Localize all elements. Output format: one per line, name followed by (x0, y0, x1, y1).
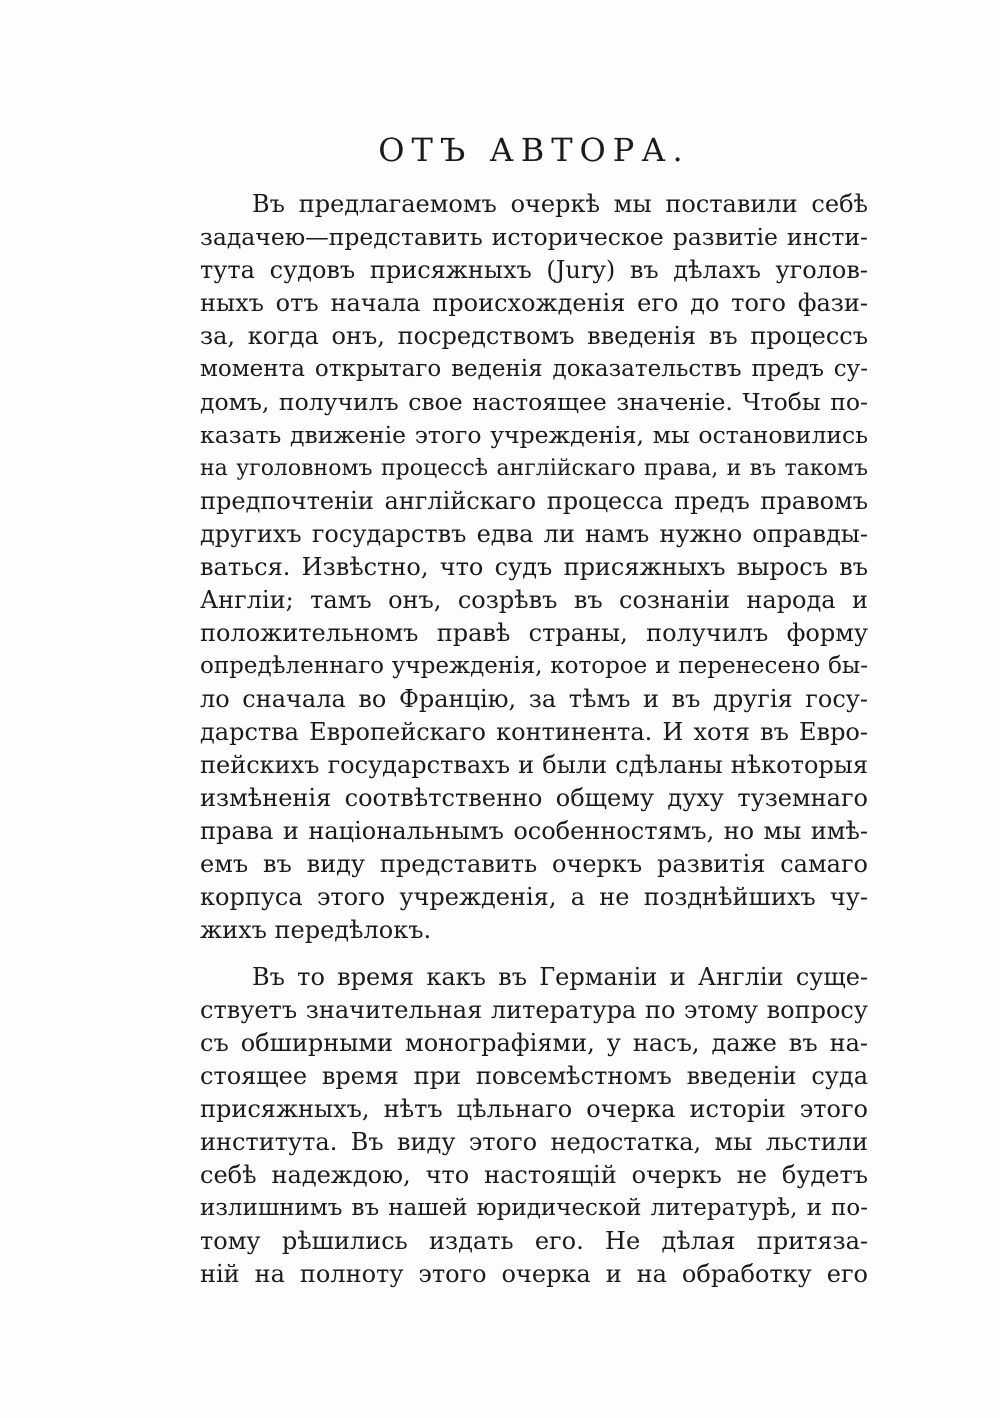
text-line: ній на полноту этого очерка и на обработку его (200, 1260, 868, 1288)
text-line: корпуса этого учрежденія, а не позднѣйшихъ чу- (200, 883, 868, 911)
text-line: Въ предлагаемомъ очеркѣ мы поставили себѣ (252, 190, 868, 218)
text-line: съ обширными монографіями, у насъ, даже въ на- (200, 1029, 868, 1057)
text-line: права и національнымъ особенностямъ, но мы имѣ- (200, 817, 868, 845)
text-line: ваться. Извѣстно, что судъ присяжныхъ выросъ въ (200, 553, 868, 581)
text-line: казать движеніе этого учрежденія, мы остановились (200, 421, 868, 449)
text-line: присяжныхъ, нѣтъ цѣльнаго очерка исторіи этого (200, 1095, 868, 1123)
text-line: задачею—представить историческое развитіе инсти- (200, 223, 868, 251)
text-line: дарства Европейскаго континента. И хотя въ Евро- (200, 718, 868, 746)
text-line: другихъ государствъ едва ли намъ нужно оправды- (200, 520, 868, 548)
paragraph (200, 961, 868, 1291)
text-line: Въ то время какъ въ Германіи и Англіи суще- (252, 963, 868, 991)
text-line: предпочтеніи англійскаго процесса предъ правомъ (200, 487, 868, 515)
text-line: тому рѣшились издать его. Не дѣлая притяза- (200, 1227, 868, 1255)
text-line: момента открытаго веденія доказательствъ предъ су- (200, 356, 868, 382)
paragraph-gap (200, 947, 868, 961)
text-line: ствуетъ значительная литература по этому вопросу (200, 996, 868, 1024)
text-line: измѣненія соотвѣтственно общему духу туземнаго (200, 784, 868, 812)
text-line: положительномъ правѣ страны, получилъ форму (200, 619, 868, 647)
text-line: ныхъ отъ начала происхожденія его до того фази- (200, 289, 868, 317)
text-line: ло сначала во Францію, за тѣмъ и въ другія госу- (200, 685, 868, 713)
text-line: Англіи; тамъ онъ, созрѣвъ въ сознаніи народа и (200, 586, 868, 614)
text-line: на уголовномъ процессѣ англійскаго права, и въ такомъ (200, 456, 868, 481)
text-line: себѣ надеждою, что настоящій очеркъ не будетъ (200, 1161, 868, 1189)
text-line: тута судовъ присяжныхъ (Jury) въ дѣлахъ уголов- (200, 256, 868, 284)
text-line: домъ, получилъ свое настоящее значеніе. Чтобы по- (200, 388, 868, 416)
text-line: излишнимъ въ нашей юридической литературѣ, и по- (200, 1195, 868, 1221)
paragraph (200, 188, 868, 947)
text-line: за, когда онъ, посредствомъ введенія въ процессъ (200, 322, 868, 350)
text-line: опредѣленнаго учрежденія, которое и перенесено бы- (200, 653, 868, 679)
text-line: института. Въ виду этого недостатка, мы льстили (200, 1128, 868, 1156)
text-line: пейскихъ государствахъ и были сдѣланы нѣкоторыя (200, 751, 868, 779)
text-line: жихъ передѣлокъ. (200, 916, 432, 944)
text-line: стоящее время при повсемѣстномъ введеніи суда (200, 1062, 868, 1090)
body-text (200, 188, 868, 1291)
page-title: ОТЪ АВТОРА. (378, 131, 690, 169)
text-line: емъ въ виду представить очеркъ развитія самаго (200, 850, 868, 878)
